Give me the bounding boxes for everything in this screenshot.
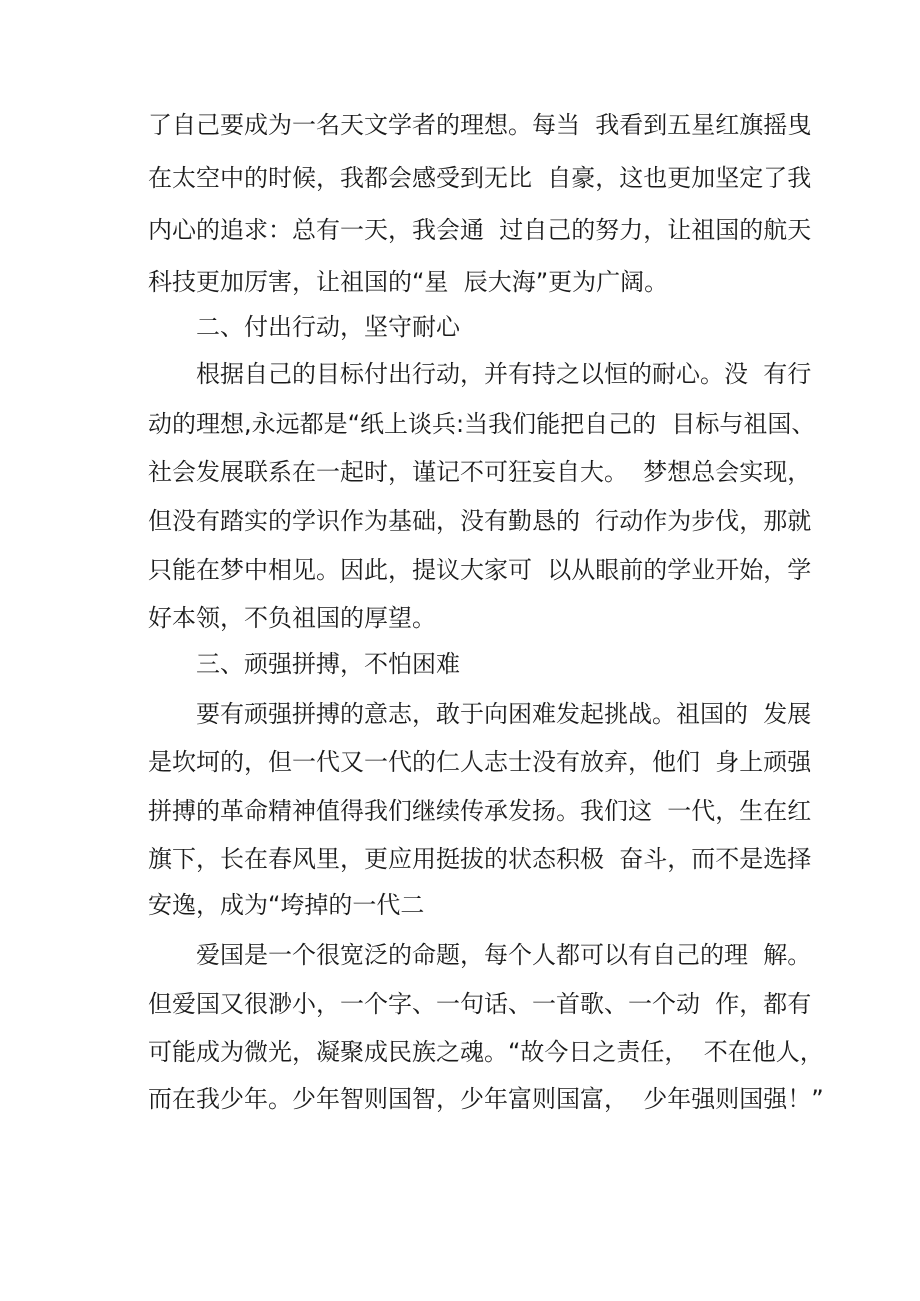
paragraph-line: 只能在梦中相见。因此，提议大家可 以从眼前的学业开始，学 xyxy=(148,556,812,584)
paragraph-line: 科技更加厉害，让祖国的“星 辰大海”更为广阔。 xyxy=(148,268,669,296)
paragraph-line: 安逸，成为“垮掉的一代二 xyxy=(148,891,425,919)
paragraph-line: 要有顽强拼搏的意志，敢于向困难发起挑战。祖国的 发展 xyxy=(196,700,812,728)
paragraph-line: 动的理想,永远都是“纸上谈兵:当我们能把自己的 目标与祖国、 xyxy=(148,410,816,438)
paragraph-line: 可能成为微光，凝聚成民族之魂。“故今日之责任， 不在他人， xyxy=(148,1038,824,1066)
paragraph-line: 拼搏的革命精神值得我们继续传承发扬。我们这 一代，生在红 xyxy=(148,797,812,825)
paragraph-line: 旗下，长在春风里，更应用挺拔的状态积极 奋斗，而不是选择 xyxy=(148,845,812,873)
paragraph-line: 内心的追求：总有一天，我会通 过自己的努力，让祖国的航天 xyxy=(148,216,812,244)
section-heading: 二、付出行动，坚守耐心 xyxy=(196,313,460,341)
paragraph-line: 好本领，不负祖国的厚望。 xyxy=(148,604,436,632)
paragraph-line: 了自己要成为一名天文学者的理想。每当 我看到五星红旗摇曳 xyxy=(148,111,812,139)
paragraph-line: 爱国是一个很宽泛的命题，每个人都可以有自己的理 解。 xyxy=(196,941,812,969)
paragraph-line: 而在我少年。少年智则国智，少年富则国富， 少年强则国强！” xyxy=(148,1085,824,1113)
paragraph-line: 但爱国又很渺小，一个字、一句话、一首歌、一个动 作，都有 xyxy=(148,990,812,1018)
paragraph-line: 在太空中的时候，我都会感受到无比 自豪，这也更加坚定了我 xyxy=(148,164,812,192)
section-heading: 三、顽强拼搏，不怕困难 xyxy=(196,650,460,678)
paragraph-line: 社会发展联系在一起时，谨记不可狂妄自大。 梦想总会实现， xyxy=(148,458,812,486)
paragraph-line: 是坎坷的，但一代又一代的仁人志士没有放弃，他们 身上顽强 xyxy=(148,748,812,776)
paragraph-line: 根据自己的目标付出行动，并有持之以恒的耐心。没 有行 xyxy=(196,360,812,388)
paragraph-line: 但没有踏实的学识作为基础，没有勤恳的 行动作为步伐，那就 xyxy=(148,507,812,535)
